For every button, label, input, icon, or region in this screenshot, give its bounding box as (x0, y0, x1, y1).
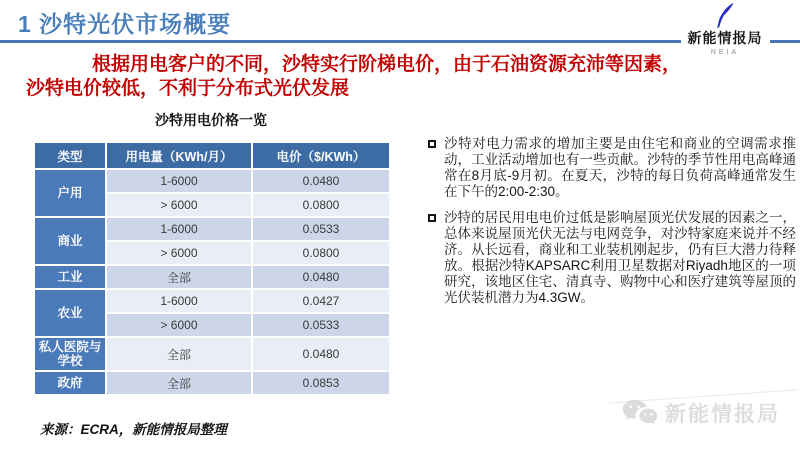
table-title: 沙特用电价格一览 (155, 112, 267, 128)
bullet-text: 沙特对电力需求的增加主要是由住宅和商业的空调需求推动，工业活动增加也有一些贡献。沙特的季节性用电高峰通常在8月底-9月初。在夏天，沙特的每日负荷高峰通常发生在下午的2:00-2:30。 (444, 136, 796, 199)
list-item (428, 136, 796, 200)
usage-cell: > 6000 (106, 313, 252, 337)
wechat-icon (621, 398, 659, 428)
headline-line-2: 沙特电价较低，不利于分布式光伏发展 (26, 78, 350, 99)
price-cell: 0.0800 (252, 241, 390, 265)
price-cell: 0.0427 (252, 289, 390, 313)
usage-cell: 全部 (106, 265, 252, 289)
square-bullet-icon (428, 214, 436, 222)
usage-cell: 全部 (106, 371, 252, 395)
page-title: 1 沙特光伏市场概要 (18, 11, 232, 37)
bullet-text: 沙特的居民用电电价过低是影响屋顶光伏发展的因素之一，总体来说屋顶光伏无法与电网竞争，对沙特家庭来说并不经济。从长远看，商业和工业装机刚起步，仍有巨大潜力待释放。根据沙特KAPSARC利用卫星数据对Riyadh地区的一项研究，该地区住宅、清真寺、购物中心和医疗建筑等屋顶的光伏装机潜力为4.3GW。 (444, 210, 796, 305)
headline (26, 53, 746, 101)
column-header-type: 类型 (34, 142, 106, 169)
price-cell: 0.0480 (252, 337, 390, 371)
type-cell: 私人医院与学校 (34, 337, 106, 371)
usage-cell: 1-6000 (106, 217, 252, 241)
neia-logo (660, 2, 790, 56)
column-header-usage: 用电量（KWh/月） (106, 142, 252, 169)
feather-icon (710, 2, 740, 30)
usage-cell: > 6000 (106, 193, 252, 217)
price-cell: 0.0533 (252, 313, 390, 337)
watermark-text: 新能情报局 (665, 403, 780, 426)
price-cell: 0.0480 (252, 169, 390, 193)
table-row (34, 217, 390, 241)
square-bullet-icon (428, 140, 436, 148)
logo-subtitle: NEIA (710, 49, 740, 56)
type-cell: 商业 (34, 217, 106, 265)
source-note: 来源：ECRA，新能情报局整理 (40, 422, 227, 437)
table-row (34, 337, 390, 371)
table-row (34, 265, 390, 289)
column-header-price: 电价（$/KWh） (252, 142, 390, 169)
notes-list (428, 136, 796, 316)
price-cell: 0.0480 (252, 265, 390, 289)
type-cell: 户用 (34, 169, 106, 217)
price-cell: 0.0853 (252, 371, 390, 395)
price-cell: 0.0533 (252, 217, 390, 241)
type-cell: 农业 (34, 289, 106, 337)
wechat-watermark (621, 398, 780, 428)
headline-line-1: 根据用电客户的不同，沙特实行阶梯电价，由于石油资源充沛等因素， (92, 54, 682, 75)
type-cell: 政府 (34, 371, 106, 395)
usage-cell: > 6000 (106, 241, 252, 265)
price-table-body (34, 169, 390, 395)
price-table (33, 141, 391, 396)
logo-name: 新能情报局 (681, 30, 770, 46)
usage-cell: 1-6000 (106, 289, 252, 313)
usage-cell: 全部 (106, 337, 252, 371)
list-item (428, 210, 796, 306)
table-row (34, 371, 390, 395)
table-header-row (34, 142, 390, 169)
table-row (34, 289, 390, 313)
usage-cell: 1-6000 (106, 169, 252, 193)
type-cell: 工业 (34, 265, 106, 289)
table-row (34, 169, 390, 193)
price-cell: 0.0800 (252, 193, 390, 217)
